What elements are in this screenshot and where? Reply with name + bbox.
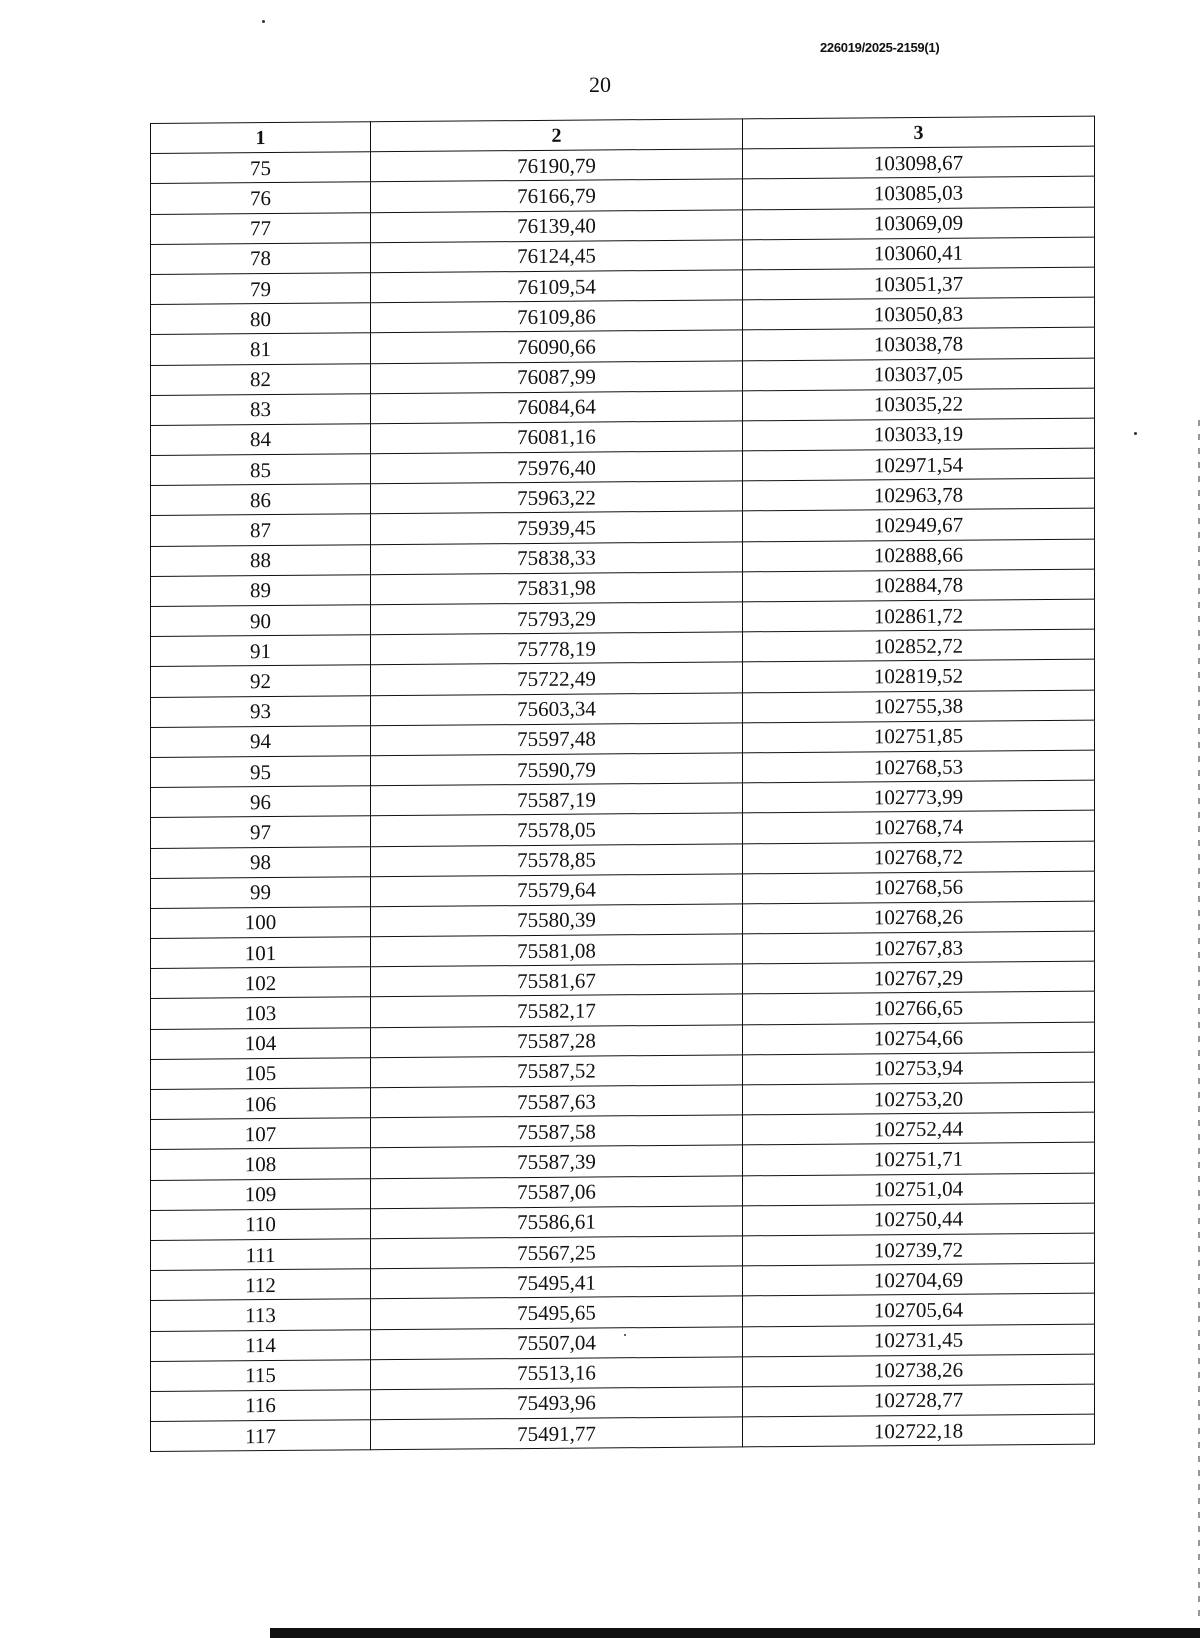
- point-number-cell: 111: [151, 1239, 371, 1271]
- coordinate-y-cell: 102768,26: [743, 901, 1095, 934]
- point-number-cell: 90: [151, 605, 371, 637]
- point-number-cell: 87: [151, 514, 371, 546]
- coordinate-y-cell: 102728,77: [743, 1384, 1095, 1417]
- coordinate-x-cell: 75587,06: [371, 1175, 743, 1208]
- point-number-cell: 78: [151, 243, 371, 275]
- point-number-cell: 88: [151, 544, 371, 576]
- coordinate-y-cell: 102731,45: [743, 1324, 1095, 1357]
- point-number-cell: 114: [151, 1329, 371, 1361]
- point-number-cell: 82: [151, 363, 371, 395]
- coordinate-y-cell: 102888,66: [743, 539, 1095, 572]
- coordinate-y-cell: 102751,85: [743, 720, 1095, 753]
- point-number-cell: 85: [151, 454, 371, 486]
- coordinate-x-cell: 75586,61: [371, 1206, 743, 1239]
- coordinate-x-cell: 75491,77: [371, 1417, 743, 1450]
- point-number-cell: 109: [151, 1178, 371, 1210]
- coordinate-y-cell: 103035,22: [743, 388, 1095, 421]
- coordinate-x-cell: 75513,16: [371, 1357, 743, 1390]
- coordinate-y-cell: 102767,83: [743, 931, 1095, 964]
- coordinate-x-cell: 75587,19: [371, 783, 743, 816]
- coordinate-x-cell: 76124,45: [371, 240, 743, 273]
- coordinate-x-cell: 75581,08: [371, 934, 743, 967]
- coordinate-y-cell: 103085,03: [743, 176, 1095, 209]
- coordinate-x-cell: 76166,79: [371, 179, 743, 212]
- coordinate-y-cell: 103033,19: [743, 418, 1095, 451]
- table-body: [151, 146, 1095, 1451]
- table-row: [151, 1414, 1095, 1452]
- coordinate-x-cell: 75722,49: [371, 662, 743, 695]
- point-number-cell: 91: [151, 635, 371, 667]
- coordinate-y-cell: 102852,72: [743, 629, 1095, 662]
- coordinate-y-cell: 102750,44: [743, 1203, 1095, 1236]
- coordinate-x-cell: 75580,39: [371, 904, 743, 937]
- coordinate-y-cell: 102884,78: [743, 569, 1095, 602]
- point-number-cell: 106: [151, 1088, 371, 1120]
- coordinate-x-cell: 75507,04: [371, 1326, 743, 1359]
- point-number-cell: 93: [151, 695, 371, 727]
- coordinate-x-cell: 75587,58: [371, 1115, 743, 1148]
- coordinate-x-cell: 75838,33: [371, 541, 743, 574]
- coordinate-x-cell: 75587,28: [371, 1024, 743, 1057]
- coordinate-y-cell: 102971,54: [743, 448, 1095, 481]
- point-number-cell: 113: [151, 1299, 371, 1331]
- point-number-cell: 105: [151, 1058, 371, 1090]
- point-number-cell: 96: [151, 786, 371, 818]
- point-number-cell: 101: [151, 937, 371, 969]
- point-number-cell: 79: [151, 273, 371, 305]
- coordinate-x-cell: 75976,40: [371, 451, 743, 484]
- coordinate-x-cell: 75939,45: [371, 511, 743, 544]
- coordinate-y-cell: 103060,41: [743, 237, 1095, 270]
- point-number-cell: 102: [151, 967, 371, 999]
- coordinate-y-cell: 103038,78: [743, 327, 1095, 360]
- coordinate-y-cell: 102705,64: [743, 1293, 1095, 1326]
- coordinate-y-cell: 102753,94: [743, 1052, 1095, 1085]
- coordinate-x-cell: 75493,96: [371, 1387, 743, 1420]
- point-number-cell: 94: [151, 726, 371, 758]
- coordinate-y-cell: 102752,44: [743, 1112, 1095, 1145]
- scan-speck: [1134, 432, 1137, 435]
- coordinates-table-container: [150, 116, 1094, 1453]
- point-number-cell: 107: [151, 1118, 371, 1150]
- coordinate-x-cell: 75587,39: [371, 1145, 743, 1178]
- coordinates-table: [150, 116, 1095, 1453]
- coordinate-x-cell: 75587,63: [371, 1085, 743, 1118]
- coordinate-y-cell: 102773,99: [743, 780, 1095, 813]
- point-number-cell: 83: [151, 393, 371, 425]
- point-number-cell: 108: [151, 1148, 371, 1180]
- coordinate-x-cell: 75597,48: [371, 723, 743, 756]
- coordinate-y-cell: 102768,74: [743, 810, 1095, 843]
- coordinate-y-cell: 103037,05: [743, 358, 1095, 391]
- coordinate-x-cell: 75582,17: [371, 994, 743, 1027]
- point-number-cell: 77: [151, 212, 371, 244]
- coordinate-x-cell: 76090,66: [371, 330, 743, 363]
- coordinate-y-cell: 102963,78: [743, 478, 1095, 511]
- coordinate-y-cell: 103051,37: [743, 267, 1095, 300]
- coordinate-x-cell: 76109,86: [371, 300, 743, 333]
- coordinate-y-cell: 102739,72: [743, 1233, 1095, 1266]
- coordinate-y-cell: 102766,65: [743, 992, 1095, 1025]
- coordinate-y-cell: 102751,04: [743, 1173, 1095, 1206]
- coordinate-x-cell: 75579,64: [371, 874, 743, 907]
- coordinate-y-cell: 103098,67: [743, 146, 1095, 179]
- coordinate-y-cell: 102767,29: [743, 961, 1095, 994]
- coordinate-y-cell: 102768,72: [743, 841, 1095, 874]
- coordinate-x-cell: 75963,22: [371, 481, 743, 514]
- document-reference: 226019/2025-2159(1): [820, 40, 940, 55]
- point-number-cell: 86: [151, 484, 371, 516]
- point-number-cell: 98: [151, 846, 371, 878]
- point-number-cell: 89: [151, 575, 371, 607]
- point-number-cell: 84: [151, 424, 371, 456]
- coordinate-y-cell: 102753,20: [743, 1082, 1095, 1115]
- point-number-cell: 97: [151, 816, 371, 848]
- column-header: 2: [371, 119, 743, 152]
- scan-speck: [262, 20, 265, 23]
- page-number: 20: [589, 72, 611, 97]
- coordinate-y-cell: 102751,71: [743, 1142, 1095, 1175]
- point-number-cell: 81: [151, 333, 371, 365]
- coordinate-x-cell: 75567,25: [371, 1236, 743, 1269]
- coordinate-y-cell: 102819,52: [743, 659, 1095, 692]
- coordinate-y-cell: 102768,53: [743, 750, 1095, 783]
- point-number-cell: 75: [151, 152, 371, 184]
- coordinate-x-cell: 75495,65: [371, 1296, 743, 1329]
- coordinate-y-cell: 102755,38: [743, 690, 1095, 723]
- coordinate-x-cell: 76081,16: [371, 421, 743, 454]
- coordinate-y-cell: 102722,18: [743, 1414, 1095, 1447]
- coordinate-x-cell: 75495,41: [371, 1266, 743, 1299]
- coordinate-x-cell: 76139,40: [371, 209, 743, 242]
- coordinate-y-cell: 103050,83: [743, 297, 1095, 330]
- point-number-cell: 80: [151, 303, 371, 335]
- point-number-cell: 99: [151, 876, 371, 908]
- coordinate-x-cell: 75581,67: [371, 964, 743, 997]
- coordinate-x-cell: 76087,99: [371, 360, 743, 393]
- coordinate-x-cell: 75793,29: [371, 602, 743, 635]
- coordinate-x-cell: 76109,54: [371, 270, 743, 303]
- coordinate-x-cell: 76190,79: [371, 149, 743, 182]
- coordinate-x-cell: 75590,79: [371, 753, 743, 786]
- point-number-cell: 92: [151, 665, 371, 697]
- coordinate-x-cell: 75778,19: [371, 632, 743, 665]
- column-header: 3: [743, 116, 1095, 149]
- coordinate-y-cell: 102949,67: [743, 509, 1095, 542]
- coordinate-y-cell: 102861,72: [743, 599, 1095, 632]
- coordinate-x-cell: 76084,64: [371, 391, 743, 424]
- point-number-cell: 110: [151, 1209, 371, 1241]
- coordinate-x-cell: 75587,52: [371, 1055, 743, 1088]
- coordinate-y-cell: 102754,66: [743, 1022, 1095, 1055]
- coordinate-y-cell: 103069,09: [743, 207, 1095, 240]
- point-number-cell: 112: [151, 1269, 371, 1301]
- coordinate-x-cell: 75578,85: [371, 843, 743, 876]
- scan-bottom-edge: [270, 1628, 1200, 1638]
- point-number-cell: 117: [151, 1420, 371, 1452]
- coordinate-x-cell: 75603,34: [371, 692, 743, 725]
- coordinate-y-cell: 102738,26: [743, 1354, 1095, 1387]
- point-number-cell: 76: [151, 182, 371, 214]
- point-number-cell: 115: [151, 1359, 371, 1391]
- column-header: 1: [151, 122, 371, 154]
- coordinate-x-cell: 75578,05: [371, 813, 743, 846]
- coordinate-y-cell: 102768,56: [743, 871, 1095, 904]
- point-number-cell: 104: [151, 1027, 371, 1059]
- point-number-cell: 103: [151, 997, 371, 1029]
- coordinate-y-cell: 102704,69: [743, 1263, 1095, 1296]
- point-number-cell: 116: [151, 1390, 371, 1422]
- point-number-cell: 95: [151, 756, 371, 788]
- coordinate-x-cell: 75831,98: [371, 572, 743, 605]
- point-number-cell: 100: [151, 907, 371, 939]
